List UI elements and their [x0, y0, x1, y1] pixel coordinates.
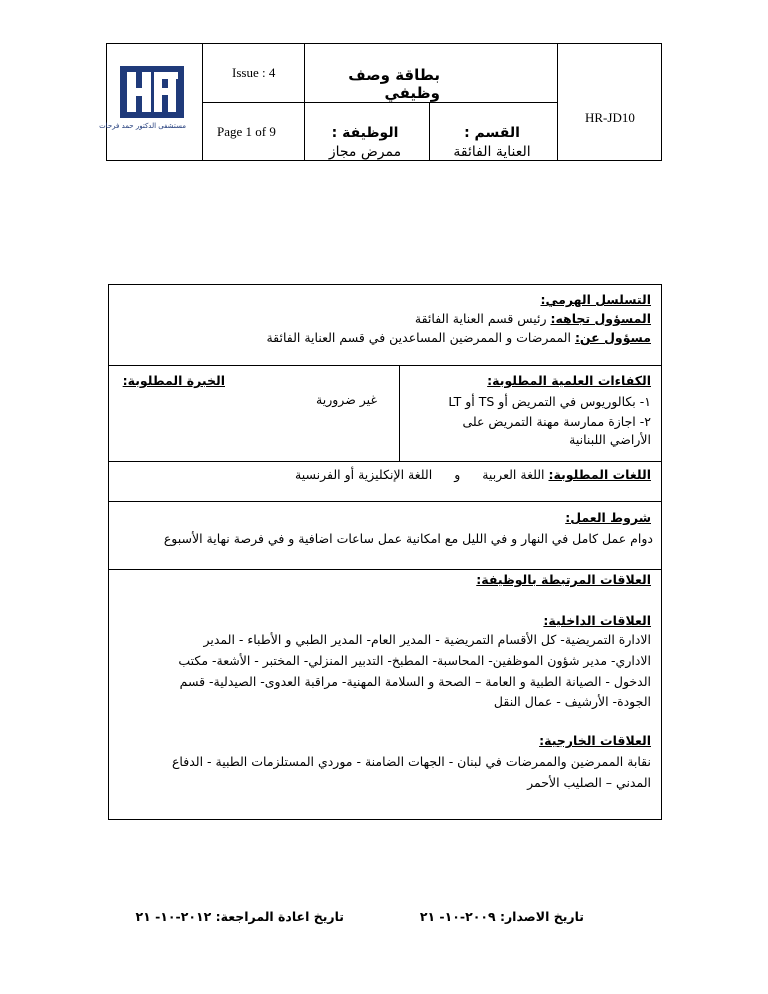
document-code: HR-JD10 [585, 110, 635, 125]
internal-relations-line: الادارة التمريضية- كل الأقسام التمريضية - المدير العام- المدير الطبي و الأطباء - المدير [203, 632, 651, 647]
internal-relations-line: الاداري- مدير شؤون الموظفين- المحاسبة- المطبخ- التدبير المنزلي- المختبر - الأشعة- مكتب [178, 653, 651, 668]
external-relations-heading: العلاقات الخارجية: [539, 733, 651, 748]
hospital-logo [99, 64, 186, 140]
responsible-to-value: رئيس قسم العناية الفائقة [414, 311, 551, 326]
hierarchy-section [108, 284, 662, 366]
qualifications-section [108, 366, 662, 462]
relations-heading: العلاقات المرتبطة بالوظيفة: [476, 572, 651, 587]
qualification-item-2: ٢- اجازة ممارسة مهنة التمريض على [462, 414, 651, 429]
document-title: بطاقة وصف وظيفي [348, 66, 440, 102]
language-and: و [454, 467, 461, 482]
page-number: Page 1 of 9 [217, 124, 276, 139]
external-relations-line: المدني – الصليب الأحمر [527, 775, 651, 790]
work-conditions-section [108, 502, 662, 570]
work-conditions-text: دوام عمل كامل في النهار و في الليل مع امكانية عمل ساعات اضافية و في فرصة نهاية الأسبوع [163, 531, 653, 546]
language-other: اللغة الإنكليزية أو الفرنسية [295, 467, 433, 482]
responsible-for-value: الممرضات و الممرضين المساعدين في قسم العناية الفائقة [266, 330, 575, 345]
job-value: ممرض مجاز [328, 144, 402, 160]
responsible-to-label: المسؤول تجاهه: [550, 311, 651, 326]
department-value: العناية الفائقة [453, 144, 531, 160]
qualification-item-2-cont: الأراضي اللبنانية [569, 432, 651, 447]
qualification-item-1: ١- بكالوريوس في التمريض أو TS أو LT [448, 394, 651, 409]
internal-relations-line: الدخول - الصيانة الطبية و العامة – الصحة و السلامة المهنية- مراقبة العدوى- الصيدلية- قسم [179, 674, 651, 689]
experience-value: غير ضرورية [316, 392, 377, 407]
hierarchy-heading: التسلسل الهرمي: [540, 292, 651, 307]
languages-label: اللغات المطلوبة: [548, 467, 651, 482]
qualifications-heading: الكفاءات العلمية المطلوبة: [487, 373, 651, 388]
logo-caption: مستشفى الدكتور حمد فرحات [99, 122, 186, 130]
review-date: تاريخ اعادة المراجعة: ٢٠١٢-١٠- ٢١ [135, 909, 344, 924]
language-arabic: اللغة العربية [482, 467, 549, 482]
responsible-for-label: مسؤول عن: [574, 330, 651, 345]
job-label: الوظيفة : [331, 125, 399, 141]
internal-relations-heading: العلاقات الداخلية: [543, 613, 651, 628]
issue-date: تاريخ الاصدار: ٢٠٠٩-١٠- ٢١ [419, 909, 584, 924]
internal-relations-line: الجودة- الأرشيف - عمال النقل [493, 694, 651, 709]
issue-number: Issue : 4 [232, 65, 276, 80]
experience-heading: الخبرة المطلوبة: [122, 373, 225, 388]
department-label: القسم : [464, 125, 520, 141]
relations-section [108, 570, 662, 820]
work-conditions-heading: شروط العمل: [565, 510, 651, 525]
external-relations-line: نقابة الممرضين والممرضات في لبنان - الجهات الضامنة - موردي المستلزمات الطبية - الدفاع [171, 754, 651, 769]
languages-section [108, 462, 662, 502]
